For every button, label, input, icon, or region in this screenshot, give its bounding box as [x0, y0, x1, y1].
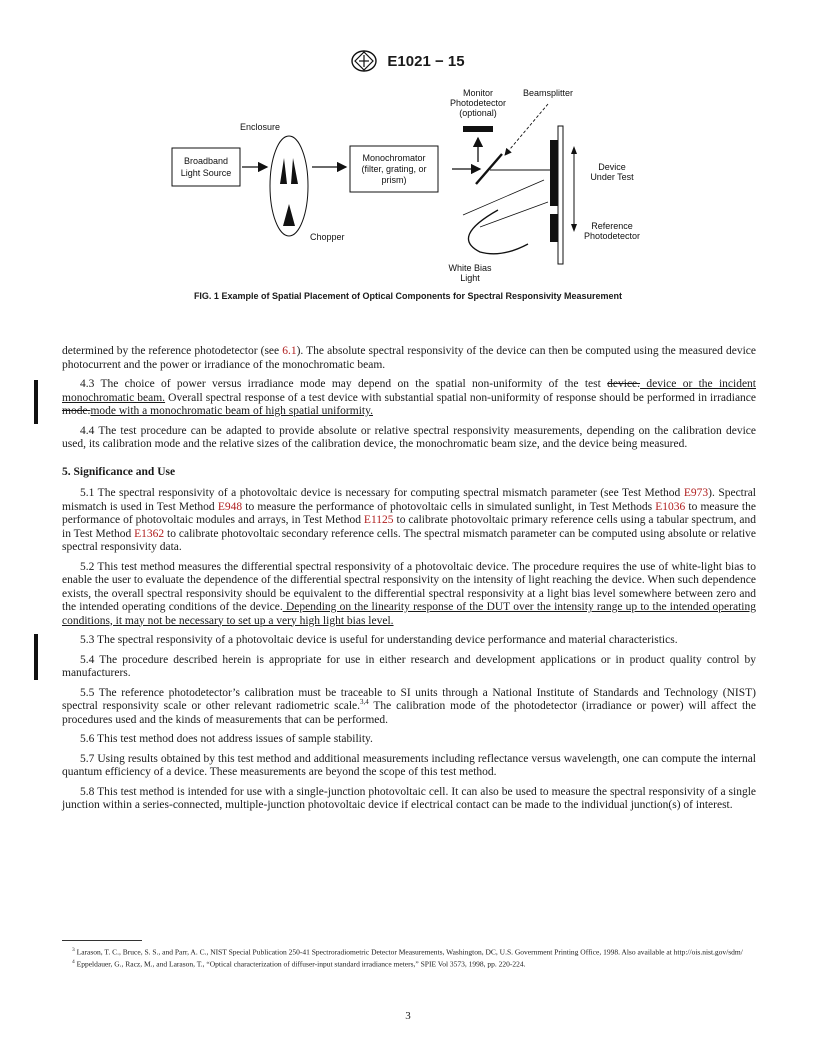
paragraph-5-8: 5.8 This test method is intended for use with a single-junction photovoltaic cell. It can also be used to measure the spectral responsivity of a single junction within a series-connected, multiple-junction photovoltaic device if electrical contact can be made to the individual junction(s) of interest. — [62, 785, 756, 811]
standard-link-e1362[interactable]: E1362 — [134, 527, 165, 540]
paragraph-5-3: 5.3 The spectral responsivity of a photovoltaic device is useful for understanding device performance and material characteristics. — [80, 634, 678, 646]
inserted-text: Depending on the linearity response of the DUT over the intensity range up to the intended operating conditions, it may not be necessary to set up a very high light bias level. — [62, 601, 756, 627]
section-link-6-1[interactable]: 6.1 — [282, 345, 297, 357]
broadband-light-source-box — [172, 148, 240, 186]
monitor-label-3: (optional) — [459, 108, 497, 118]
footnote-3: $^3$ Larason, T. C., Bruce, S. S., and Parr, A. C., NIST Special Publication 250-41 Spectroradiometric Detector Measurements, Washington, DC, U.S. Government Printing Office, 1998. Also available at http://ois.nist.gov/sdm/ — [72, 947, 743, 957]
paragraph-5-6: 5.6 This test method does not address issues of sample stability. — [80, 733, 373, 745]
footnote-4: $^4$ Eppeldauer, G., Racz, M., and Larason, T., “Optical characterization of diffuser-input standard irradiance meters,” SPIE Vol 3573, 1998, pp. 220-224. — [72, 959, 526, 969]
paragraph-4-4: 4.4 The test procedure can be adapted to provide absolute or relative spectral responsivity measurements, depending on the calibration device used, its calibration mode and the relative sizes of the calibration device, the monochromatic beam size, and the device being measured. — [62, 424, 756, 450]
white-bias-label-2: Light — [460, 273, 480, 283]
change-bar-4-3 — [34, 380, 38, 424]
beamsplitter-pointer — [505, 104, 548, 155]
footnote-reference[interactable]: 3,4 — [360, 698, 369, 707]
body-text — [62, 345, 756, 819]
broadband-label-2: Light Source — [180, 168, 232, 178]
paragraph-5-7: 5.7 Using results obtained by this test method and additional measurements including reflectance versus wavelength, one can compute the internal quantum efficiency of a device. These measurements are beyond the scope of this test method. — [62, 752, 756, 778]
device-under-test — [550, 140, 558, 206]
standard-link-e948[interactable]: E948 — [217, 500, 243, 513]
paragraph-5-5: 5.5 The reference photodetector’s calibration must be traceable to SI units through a National Institute of Standards and Technology (NIST) spectral responsivity scale or other relevant radiometric scale.$^{3,4}$ The calibration mode of the photodetector (irradiance or power) will affect the procedures used and the kinds of measurements that can be performed. — [62, 686, 757, 726]
paragraph-continuation: determined by the reference photodetector (see 6.1). The absolute spectral responsivity of the device can then be computed using the measured device photocurrent and the power or irradiance of the monochromatic beam. — [62, 345, 756, 371]
section-5-heading: 5. Significance and Use — [62, 465, 176, 478]
dut-label-2: Under Test — [590, 172, 634, 182]
white-bias-beam-upper — [463, 180, 544, 215]
monochromator-label-1: Monochromator — [362, 153, 426, 163]
beamsplitter-label: Beamsplitter — [522, 88, 574, 98]
standard-link-e1125[interactable]: E1125 — [363, 514, 394, 526]
chopper-label: Chopper — [310, 232, 345, 242]
monochromator-label-3: prism) — [381, 175, 407, 185]
reference-photodetector — [550, 214, 558, 242]
standard-link-e973[interactable]: E973 — [683, 487, 709, 499]
white-bias-light-reflector — [468, 210, 528, 254]
monitor-photodetector — [463, 126, 493, 132]
inserted-text: mode with a monochromatic beam of high spatial uniformity. — [90, 405, 373, 417]
figure-1-diagram — [150, 82, 710, 292]
page-header — [0, 50, 816, 72]
ref-label-1: Reference — [591, 221, 633, 231]
paragraph-4-3: 4.3 The choice of power versus irradiance mode may depend on the spatial non-uniformity of the test device. device or the incident monochromatic beam. Overall spectral response of a test device with substantial spatial non-uniformity of response should be performed in irradiance mode.mode with a monochromatic beam of high spatial uniformity. — [62, 378, 757, 417]
standard-link-e1036[interactable]: E1036 — [655, 500, 686, 513]
page-number: 3 — [405, 1010, 411, 1022]
broadband-label-1: Broadband — [183, 156, 229, 166]
enclosure-label: Enclosure — [240, 122, 281, 132]
astm-logo-icon — [351, 50, 377, 72]
translation-arrowhead-down — [571, 224, 577, 232]
translation-arrowhead-up — [571, 146, 577, 154]
footnote-separator — [62, 940, 142, 941]
footnotes — [62, 946, 756, 970]
paragraph-5-1: 5.1 The spectral responsivity of a photovoltaic device is necessary for computing spectral mismatch parameter (see Test Method E973). Spectral mismatch is used in Test Method E948 to measure the performance of photovoltaic cells in simulated sunlight, in Test Methods E1036 to measure the performance of photovoltaic modules and arrays, in Test Method E1125 to calibrate photovoltaic primary reference cells using a tabular spectrum, and in Test Method E1362 to calibrate photovoltaic secondary reference cells. The spectral mismatch parameter can be computed using absolute or relative spectral responsivity data. — [62, 487, 756, 553]
dut-label-1: Device — [598, 162, 626, 172]
deleted-text: mode. — [62, 405, 91, 417]
deleted-text: device. — [607, 378, 641, 390]
monitor-label-1: Monitor — [462, 88, 494, 98]
monochromator-label-2: (filter, grating, or — [361, 164, 427, 174]
monitor-label-2: Photodetector — [449, 98, 507, 108]
figure-caption: FIG. 1 Example of Spatial Placement of Optical Components for Spectral Responsivity Measurement — [193, 291, 623, 301]
white-bias-label-1: White Bias — [448, 263, 492, 273]
paragraph-5-2: 5.2 This test method measures the differential spectral responsivity of a photovoltaic device. The procedure requires the use of white-light bias to enable the user to evaluate the dependence of the differential spectral responsivity on the intensity of light reaching the device. When such dependence exists, the overall spectral responsivity should be equivalent to the differential spectral responsivity at a light bias level somewhere between zero and the intended operating conditions of the device. Depending on the linearity response of the DUT over the intensity range up to the intended operating conditions, it may not be necessary to set up a very high light bias level. — [62, 560, 756, 627]
mounting-plate — [558, 126, 563, 264]
ref-label-2: Photodetector — [583, 231, 641, 241]
change-bar-5-2 — [34, 634, 38, 680]
paragraph-5-4: 5.4 The procedure described herein is appropriate for use in either research and development applications or in product quality control by manufacturers. — [62, 653, 756, 679]
inserted-text: device or the incident monochromatic beam. — [62, 378, 757, 404]
standard-designation: E1021 − 15 — [387, 52, 465, 70]
